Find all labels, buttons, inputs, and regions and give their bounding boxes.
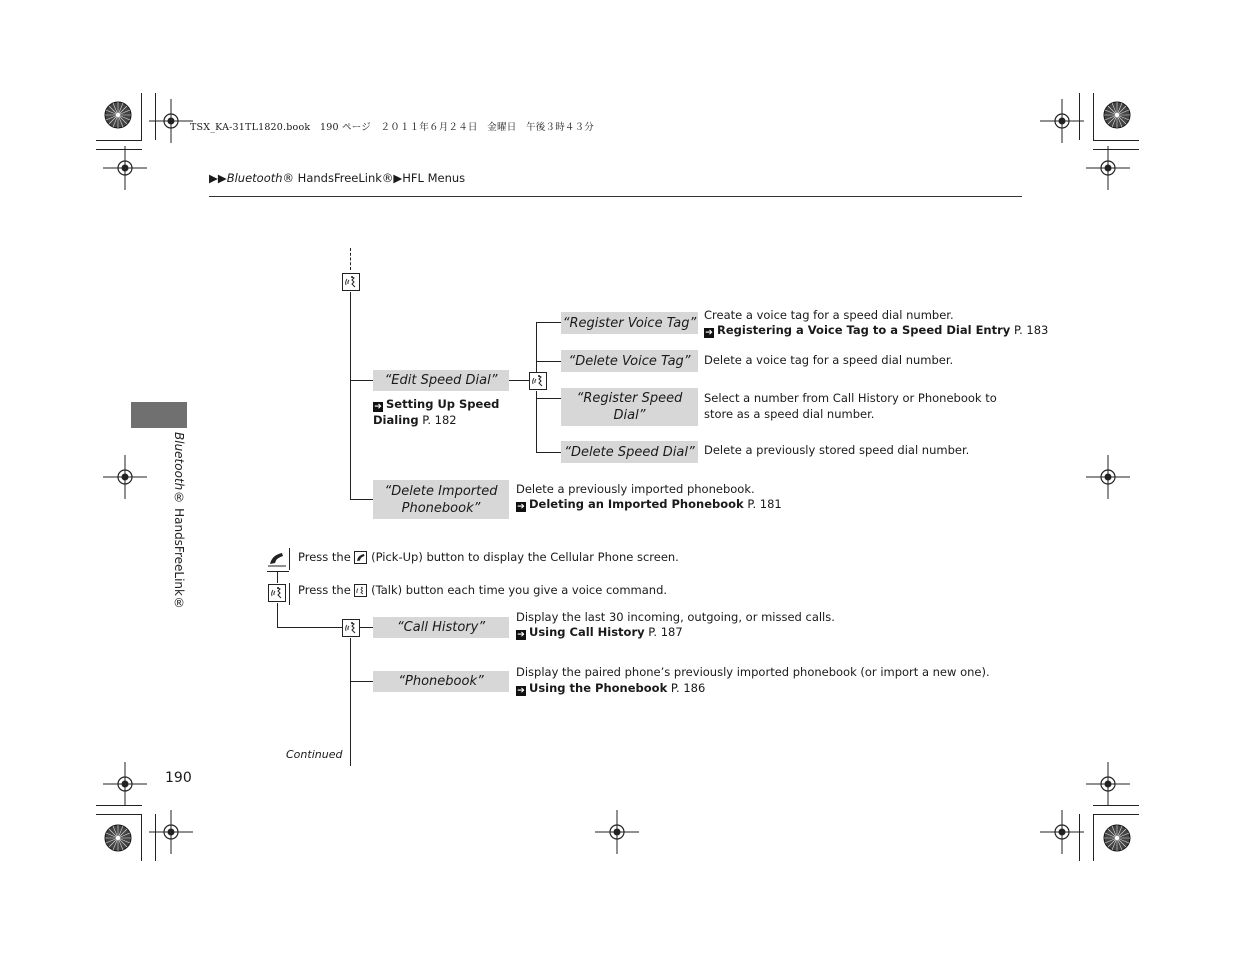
reference-arrow-icon: ➔ [517, 502, 525, 512]
page-number: 190 [165, 770, 192, 786]
desc-call-history: Display the last 30 incoming, outgoing, or missed calls. [516, 610, 835, 624]
desc-delete-voice-tag: Delete a voice tag for a speed dial number. [704, 353, 954, 367]
reference-arrow-icon: ➔ [705, 328, 713, 338]
instruction-talk: Press the (Talk) button each time you give a voice command. [298, 583, 668, 597]
menu-register-voice-tag: “Register Voice Tag” [561, 312, 698, 334]
desc-phonebook: Display the paired phone’s previously imported phonebook (or import a new one). [516, 665, 990, 679]
desc-delete-speed-dial: Delete a previously stored speed dial number. [704, 443, 970, 457]
instruction-pickup: Press the (Pick-Up) button to display the Cellular Phone screen. [298, 550, 679, 564]
ref-delete-imported-phonebook: ➔ Deleting an Imported Phonebook P. 181 [517, 497, 782, 512]
menu-call-history: “Call History” [373, 617, 509, 638]
continued-label: Continued [286, 748, 343, 761]
print-header: TSX_KA-31TL1820.book 190 ページ ２０１１年６月２４日 金曜日 午後３時４３分 [190, 122, 595, 133]
breadcrumb-arrow-icon: ▶ [393, 171, 403, 185]
breadcrumb-arrow-icon: ▶▶ [209, 171, 227, 185]
ref-phonebook: ➔ Using the Phonebook P. 186 [517, 681, 706, 696]
breadcrumb-part1: Bluetooth [226, 171, 283, 185]
ref-setting-up-speed-dialing: ➔ Setting Up Speed Dialing P. 182 [373, 397, 500, 427]
menu-phonebook: “Phonebook” [373, 671, 509, 692]
ref-call-history: ➔ Using Call History P. 187 [517, 625, 683, 640]
reference-arrow-icon: ➔ [374, 402, 382, 412]
menu-delete-speed-dial: “Delete Speed Dial” [561, 441, 698, 463]
desc-register-voice-tag: Create a voice tag for a speed dial number. [704, 308, 954, 322]
side-tab-label: Bluetooth® HandsFreeLink® [172, 432, 186, 610]
reference-arrow-icon: ➔ [517, 630, 525, 640]
desc-register-speed-dial: Select a number from Call History or Phonebook to store as a speed dial number. [704, 391, 997, 421]
menu-delete-imported-phonebook: “Delete Imported Phonebook” [373, 480, 509, 519]
ref-register-voice-tag: ➔ Registering a Voice Tag to a Speed Dial Entry P. 183 [705, 323, 1049, 338]
menu-edit-speed-dial: “Edit Speed Dial” [373, 370, 509, 391]
menu-register-speed-dial: “Register Speed Dial” [561, 388, 698, 426]
reference-arrow-icon: ➔ [517, 686, 525, 696]
desc-delete-imported-phonebook: Delete a previously imported phonebook. [516, 482, 755, 496]
menu-delete-voice-tag: “Delete Voice Tag” [561, 350, 698, 372]
breadcrumb-part2: HFL Menus [402, 171, 466, 185]
breadcrumb-part1-suffix: ® HandsFreeLink® [282, 171, 394, 185]
